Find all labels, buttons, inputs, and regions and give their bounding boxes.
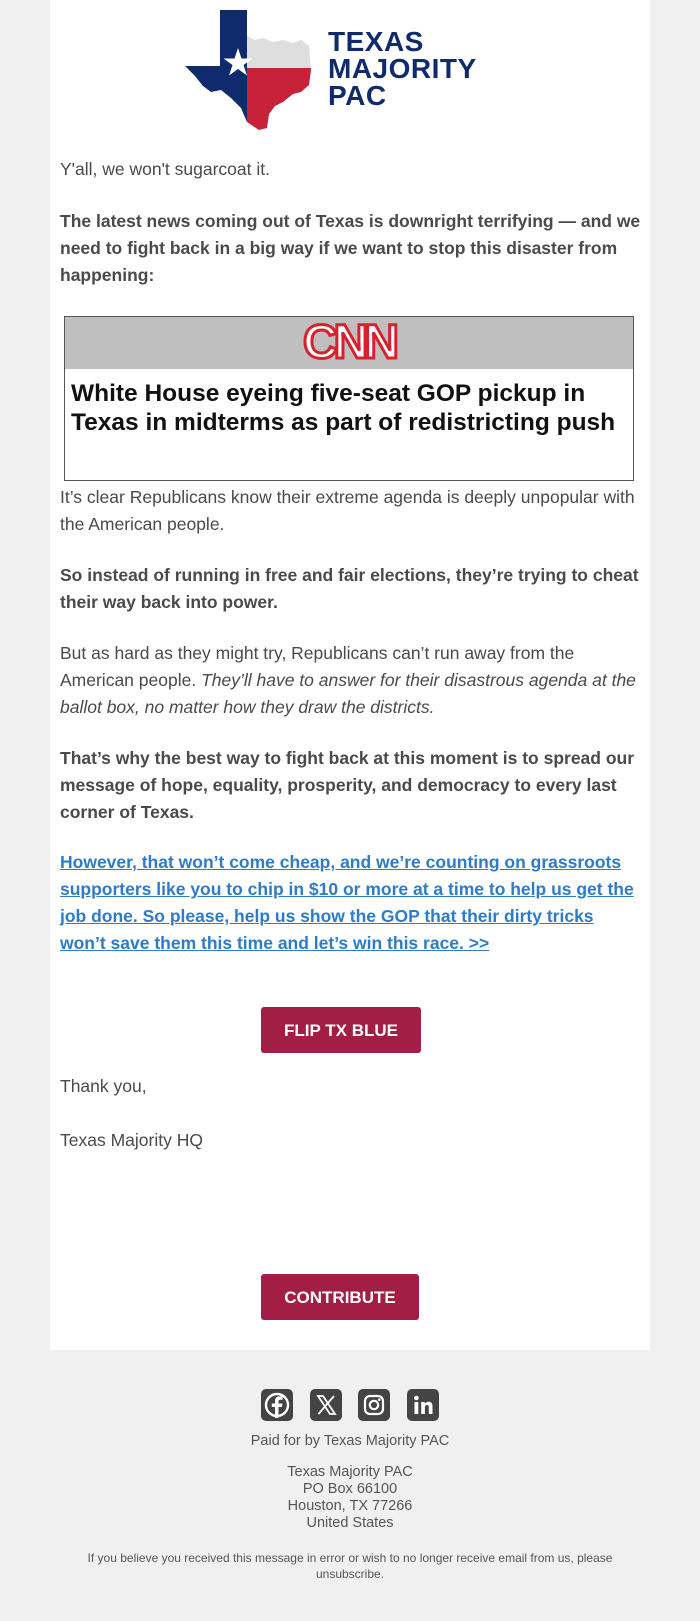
logo-wordmark	[328, 28, 477, 109]
paragraph-fight-back: That’s why the best way to fight back at this moment is to spread our message of hope, equality, prosperity, and democracy to every last corner of Texas.	[60, 748, 635, 822]
facebook-icon[interactable]	[261, 1389, 293, 1421]
logo-line-1: TEXAS	[328, 26, 424, 57]
logo-line-2: MAJORITY	[328, 53, 477, 84]
address-country: United States	[306, 1515, 394, 1531]
paragraph-agenda: It’s clear Republicans know their extreme agenda is deeply unpopular with the American people.	[60, 487, 635, 534]
news-screenshot	[64, 316, 634, 481]
greeting-paragraph: Y'all, we won't sugarcoat it.	[60, 159, 270, 179]
address-name: Texas Majority PAC	[287, 1464, 413, 1480]
paid-for-text: Paid for by Texas Majority PAC	[250, 1433, 450, 1449]
signature: Texas Majority HQ	[60, 1130, 203, 1150]
cta-paragraph	[60, 849, 642, 957]
address-line-2: Houston, TX 77266	[287, 1498, 413, 1514]
unsubscribe-link[interactable]: unsubscribe.	[315, 1567, 385, 1581]
disclaimer-text: If you believe you received this message in error or wish to no longer receive email from us, please	[87, 1551, 613, 1565]
texas-state-flag-icon	[185, 10, 320, 134]
linkedin-icon[interactable]	[407, 1389, 439, 1421]
news-headline: White House eyeing five-seat GOP pickup in Texas in midterms as part of redistricting push	[71, 380, 616, 436]
instagram-icon[interactable]	[358, 1389, 390, 1421]
texas-majority-logo	[185, 10, 525, 134]
news-header-bar	[65, 317, 633, 369]
contribute-button[interactable]: CONTRIBUTE	[261, 1274, 419, 1320]
signoff: Thank you,	[60, 1076, 147, 1096]
paragraph-ballot-plain: But as hard as they might try, Republicans can’t run away from the American people.	[60, 643, 575, 690]
logo-line-3: PAC	[328, 80, 387, 111]
x-icon[interactable]	[310, 1389, 342, 1421]
email-card	[50, 0, 650, 1350]
flip-tx-blue-button[interactable]: FLIP TX BLUE	[261, 1007, 421, 1053]
unsubscribe-disclaimer	[80, 1550, 620, 1582]
paragraph-cheat: So instead of running in free and fair elections, they’re trying to cheat their way back into power.	[60, 565, 639, 612]
intro-paragraph: The latest news coming out of Texas is downright terrifying — and we need to fight back in a big way if we want to stop this disaster from happening:	[60, 211, 641, 285]
paragraph-ballot	[60, 640, 642, 721]
donate-link[interactable]: However, that won’t come cheap, and we’re counting on grassroots supporters like you to chip in $10 or more at a time to help us get the job done. So please, help us show the GOP that their dirty tricks won’t save them this time and let’s win this race. >>	[60, 852, 634, 953]
paragraph-ballot-italic: They’ll have to answer for their disastrous agenda at the ballot box, no matter how they draw the districts.	[60, 670, 636, 717]
cnn-logo: CNN	[303, 316, 395, 369]
address-line-1: PO Box 66100	[302, 1481, 398, 1497]
social-links	[0, 1389, 700, 1421]
